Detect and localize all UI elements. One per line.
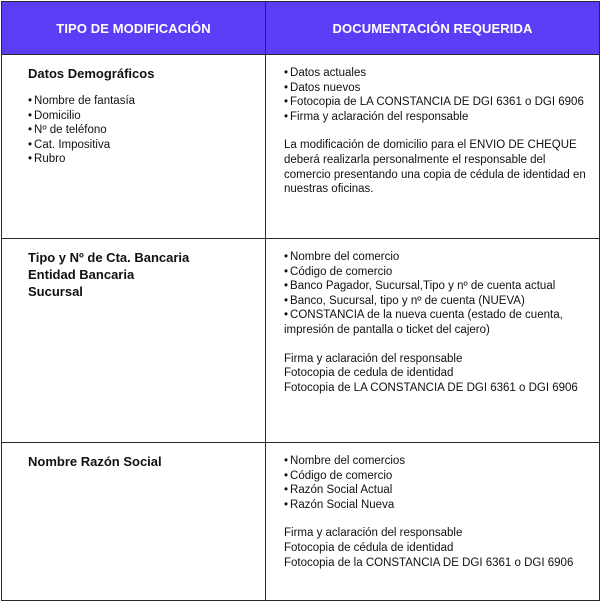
table-row	[2, 239, 600, 443]
list-item: • Datos actuales	[284, 66, 591, 81]
list-item: • Nombre del comercio	[284, 250, 591, 265]
modification-type-cell	[2, 443, 266, 601]
domicile-note: La modificación de domicilio para el ENVIO DE CHEQUE deberá realizarla personalmente el responsable del comercio presentando una copia de cédula de identidad en nuestras oficinas.	[284, 139, 586, 196]
list-item: • Razón Social Actual	[284, 483, 591, 498]
note-line: Fotocopia de la CONSTANCIA DE DGI 6361 o DGI 6906	[284, 556, 574, 569]
list-item: • Domicilio	[28, 109, 255, 124]
modification-type-cell	[2, 239, 266, 443]
modification-type-cell	[2, 55, 266, 239]
header-modification-type: TIPO DE MODIFICACIÓN	[2, 2, 266, 55]
note-line: Firma y aclaración del responsable	[284, 527, 463, 540]
list-item: • Nombre de fantasía	[28, 94, 255, 109]
list-item: • Cat. Impositiva	[28, 138, 255, 153]
list-item: • Firma y aclaración del responsable	[284, 110, 591, 125]
row-title: Tipo y Nº de Cta. Bancaria	[28, 250, 190, 265]
table-row	[2, 55, 600, 239]
documentation-cell	[266, 443, 600, 601]
list-item: • CONSTANCIA de la nueva cuenta (estado de cuenta, impresión de pantalla o ticket del cajero)	[284, 308, 591, 337]
list-item: • Razón Social Nueva	[284, 498, 591, 513]
requirements-table	[1, 1, 600, 601]
table-header-row	[2, 2, 600, 55]
header-required-documentation: DOCUMENTACIÓN REQUERIDA	[266, 2, 600, 55]
list-item: • Banco Pagador, Sucursal,Tipo y nº de cuenta actual	[284, 279, 591, 294]
row-title: Datos Demográficos	[28, 66, 155, 81]
row-title: Entidad Bancaria	[28, 267, 135, 282]
note-line: Fotocopia de cedula de identidad	[284, 367, 454, 380]
note-line: Fotocopia de cédula de identidad	[284, 541, 454, 554]
documentation-cell	[266, 239, 600, 443]
documents-list	[284, 454, 591, 512]
list-item: • Datos nuevos	[284, 81, 591, 96]
field-list	[28, 94, 255, 167]
list-item: • Fotocopia de LA CONSTANCIA DE DGI 6361 o DGI 6906	[284, 95, 591, 110]
list-item: • Código de comercio	[284, 469, 591, 484]
row-title: Nombre Razón Social	[28, 454, 162, 469]
note-line: Firma y aclaración del responsable	[284, 352, 463, 365]
documentation-cell	[266, 55, 600, 239]
documents-list	[284, 250, 591, 338]
requirements-table-container	[1, 1, 599, 597]
list-item: • Nº de teléfono	[28, 123, 255, 138]
list-item: • Rubro	[28, 152, 255, 167]
table-row	[2, 443, 600, 601]
list-item: • Nombre del comercios	[284, 454, 591, 469]
list-item: • Código de comercio	[284, 265, 591, 280]
documents-list	[284, 66, 591, 124]
list-item: • Banco, Sucursal, tipo y nº de cuenta (NUEVA)	[284, 294, 591, 309]
row-title: Sucursal	[28, 284, 83, 299]
note-line: Fotocopia de LA CONSTANCIA DE DGI 6361 o DGI 6906	[284, 381, 578, 394]
